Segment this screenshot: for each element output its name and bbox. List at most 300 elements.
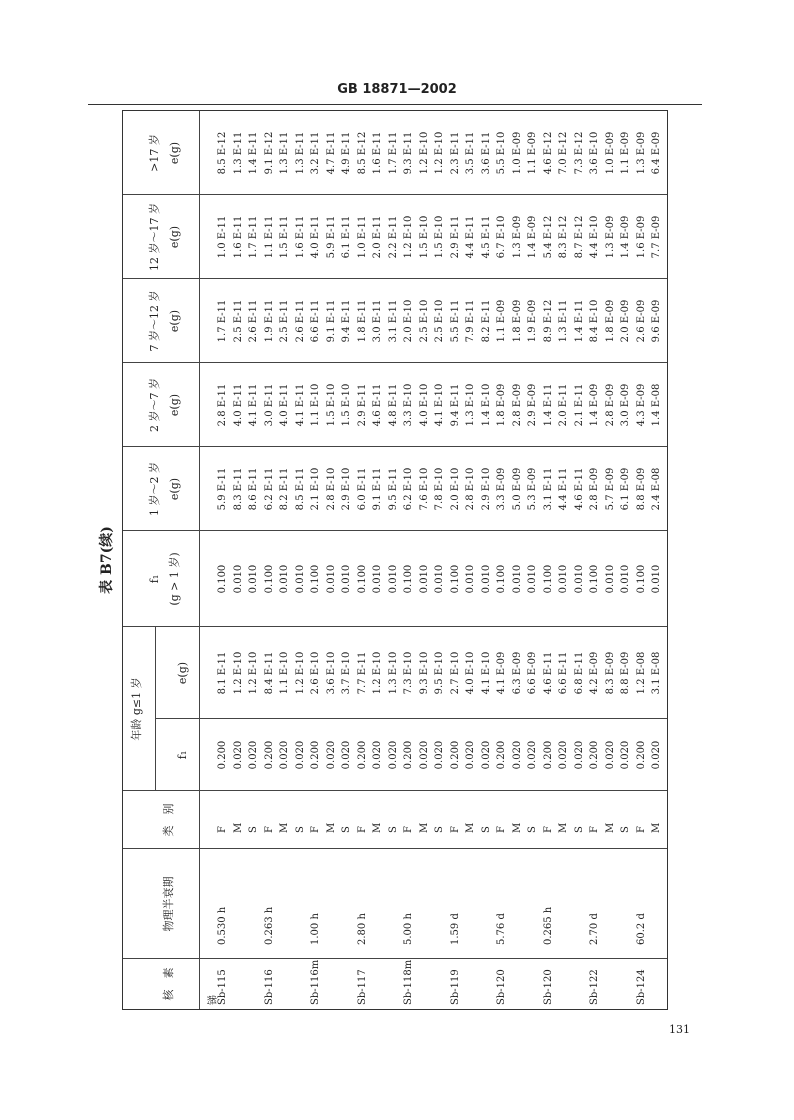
table-row — [494, 111, 510, 1009]
cell-f1: 0.020 — [558, 740, 569, 770]
cell-e-1-2: 3.1 E-11 — [542, 467, 554, 511]
header-age-gt17: >17 岁 — [148, 134, 161, 172]
cell-f1: 0.200 — [263, 740, 275, 770]
cell-e-7-12: 2.0 E-09 — [620, 299, 631, 343]
cell-e-gt17: 3.6 E-10 — [589, 131, 600, 175]
cell-half-life: 1.00 h — [310, 913, 321, 945]
cell-e-infant: 7.7 E-11 — [356, 651, 368, 695]
table-row — [339, 111, 355, 1009]
cell-half-life: 60.2 d — [635, 913, 647, 945]
cell-half-life: 0.530 h — [217, 906, 228, 945]
cell-e-infant: 1.3 E-10 — [387, 651, 399, 695]
cell-class: S — [480, 826, 492, 833]
cell-e-infant: 1.2 E-10 — [294, 651, 306, 695]
header-f1-gt1-sub: (g > 1 岁) — [168, 552, 181, 606]
cell-e-12-17: 1.1 E-11 — [263, 215, 275, 259]
table-row — [308, 111, 324, 1009]
cell-e-1-2: 9.1 E-11 — [372, 467, 383, 511]
cell-e-1-2: 2.0 E-10 — [449, 467, 461, 511]
cell-e-1-2: 2.8 E-10 — [325, 467, 337, 511]
cell-f1-gt1: 0.010 — [558, 564, 569, 594]
cell-e-infant: 3.7 E-10 — [341, 651, 352, 695]
cell-f1-gt1: 0.100 — [263, 564, 275, 594]
table-row — [448, 111, 464, 1009]
cell-nuclide: Sb-119 — [449, 969, 461, 1005]
cell-e-infant: 6.8 E-11 — [573, 651, 585, 695]
cell-f1-gt1: 0.100 — [496, 564, 507, 594]
cell-e-infant: 7.3 E-10 — [403, 651, 414, 695]
cell-e-gt17: 3.2 E-11 — [310, 131, 321, 175]
cell-f1-gt1: 0.100 — [635, 564, 647, 594]
table-row — [277, 111, 293, 1009]
cell-class: M — [279, 822, 290, 833]
cell-e-infant: 6.3 E-09 — [511, 651, 523, 695]
cell-f1: 0.020 — [372, 740, 383, 770]
table-row — [324, 111, 340, 1009]
cell-half-life: 5.76 d — [496, 913, 507, 945]
cell-e-12-17: 1.0 E-11 — [356, 215, 368, 259]
cell-f1: 0.200 — [542, 740, 554, 770]
cell-e-7-12: 3.0 E-11 — [372, 299, 383, 343]
cell-class: M — [604, 822, 616, 833]
cell-class: M — [325, 822, 337, 833]
cell-f1: 0.020 — [387, 740, 399, 770]
cell-e-7-12: 9.4 E-11 — [341, 299, 352, 343]
header-e-g-gt17: e(g) — [168, 141, 181, 165]
cell-e-gt17: 3.5 E-11 — [465, 131, 476, 175]
cell-f1-gt1: 0.010 — [418, 564, 430, 594]
cell-e-2-7: 3.3 E-10 — [403, 383, 414, 427]
table-row — [386, 111, 402, 1009]
header-e-g-infant: e(g) — [176, 661, 189, 685]
cell-e-infant: 6.6 E-09 — [527, 651, 538, 695]
cell-e-7-12: 8.4 E-10 — [589, 299, 600, 343]
cell-e-1-2: 8.6 E-11 — [248, 467, 259, 511]
cell-nuclide: Sb-117 — [356, 969, 368, 1005]
cell-e-gt17: 8.5 E-12 — [217, 131, 228, 175]
table-row — [634, 111, 650, 1009]
cell-e-2-7: 2.8 E-09 — [604, 383, 616, 427]
cell-e-7-12: 1.8 E-11 — [356, 299, 368, 343]
cell-class: S — [620, 826, 631, 833]
cell-f1: 0.020 — [527, 740, 538, 770]
cell-f1-gt1: 0.010 — [511, 564, 523, 594]
cell-e-2-7: 1.5 E-10 — [325, 383, 337, 427]
cell-f1-gt1: 0.010 — [294, 564, 306, 594]
header-age-7-12: 7 岁～12 岁 — [148, 290, 161, 352]
table-row — [479, 111, 495, 1009]
cell-e-infant: 9.5 E-10 — [434, 651, 445, 695]
cell-f1: 0.200 — [449, 740, 461, 770]
page-number: 131 — [669, 1023, 690, 1036]
cell-e-gt17: 1.7 E-11 — [387, 131, 399, 175]
cell-e-infant: 4.1 E-09 — [496, 651, 507, 695]
cell-class: M — [651, 822, 662, 833]
cell-e-1-2: 2.9 E-10 — [480, 467, 492, 511]
cell-e-1-2: 6.2 E-11 — [263, 467, 275, 511]
cell-e-12-17: 6.7 E-10 — [496, 215, 507, 259]
cell-e-7-12: 6.6 E-11 — [310, 299, 321, 343]
cell-e-2-7: 2.1 E-11 — [573, 383, 585, 427]
table-row — [525, 111, 541, 1009]
cell-e-1-2: 2.1 E-10 — [310, 467, 321, 511]
cell-e-2-7: 4.1 E-11 — [294, 383, 306, 427]
cell-class: F — [589, 826, 600, 833]
cell-e-1-2: 6.2 E-10 — [403, 467, 414, 511]
cell-e-12-17: 7.7 E-09 — [651, 215, 662, 259]
header-rule — [88, 104, 702, 105]
cell-e-infant: 1.1 E-10 — [279, 651, 290, 695]
cell-e-infant: 4.6 E-11 — [542, 651, 554, 695]
cell-class: M — [232, 822, 244, 833]
header-e-g-2-7: e(g) — [168, 393, 181, 417]
table-row — [463, 111, 479, 1009]
cell-f1-gt1: 0.010 — [341, 564, 352, 594]
cell-e-infant: 4.0 E-10 — [465, 651, 476, 695]
cell-e-1-2: 7.8 E-10 — [434, 467, 445, 511]
cell-e-gt17: 1.6 E-11 — [372, 131, 383, 175]
table-row — [618, 111, 634, 1009]
cell-e-gt17: 8.5 E-12 — [356, 131, 368, 175]
table-row — [556, 111, 572, 1009]
table-row — [246, 111, 262, 1009]
header-e-g-7-12: e(g) — [168, 309, 181, 333]
cell-e-gt17: 1.3 E-11 — [232, 131, 244, 175]
cell-e-infant: 4.2 E-09 — [589, 651, 600, 695]
cell-nuclide: Sb-116 — [263, 969, 275, 1005]
cell-f1: 0.200 — [310, 740, 321, 770]
cell-nuclide: Sb-116m — [310, 959, 321, 1005]
cell-class: S — [527, 826, 538, 833]
cell-e-7-12: 8.2 E-11 — [480, 299, 492, 343]
cell-e-7-12: 2.6 E-11 — [294, 299, 306, 343]
table-row — [231, 111, 247, 1009]
cell-f1: 0.020 — [279, 740, 290, 770]
cell-e-1-2: 2.8 E-10 — [465, 467, 476, 511]
cell-e-1-2: 8.8 E-09 — [635, 467, 647, 511]
cell-f1-gt1: 0.010 — [573, 564, 585, 594]
cell-f1: 0.020 — [248, 740, 259, 770]
cell-e-gt17: 1.1 E-09 — [620, 131, 631, 175]
cell-e-infant: 8.4 E-11 — [263, 651, 275, 695]
cell-e-12-17: 4.4 E-10 — [589, 215, 600, 259]
cell-f1-gt1: 0.100 — [589, 564, 600, 594]
cell-e-2-7: 2.8 E-09 — [511, 383, 523, 427]
cell-e-12-17: 1.3 E-09 — [604, 215, 616, 259]
header-nuclide: 核 素 — [162, 967, 175, 1001]
cell-e-1-2: 2.4 E-08 — [651, 467, 662, 511]
cell-e-2-7: 2.9 E-09 — [527, 383, 538, 427]
cell-e-gt17: 5.5 E-10 — [496, 131, 507, 175]
cell-e-gt17: 1.1 E-09 — [527, 131, 538, 175]
cell-e-2-7: 3.0 E-09 — [620, 383, 631, 427]
cell-e-2-7: 4.6 E-11 — [372, 383, 383, 427]
cell-class: F — [403, 826, 414, 833]
element-label: 锑 — [208, 995, 219, 1005]
table-row — [587, 111, 603, 1009]
cell-e-infant: 2.7 E-10 — [449, 651, 461, 695]
cell-f1: 0.020 — [232, 740, 244, 770]
cell-nuclide: Sb-120 — [496, 969, 507, 1005]
cell-e-7-12: 1.4 E-11 — [573, 299, 585, 343]
cell-class: M — [558, 822, 569, 833]
cell-e-7-12: 7.9 E-11 — [465, 299, 476, 343]
cell-e-gt17: 7.0 E-12 — [558, 131, 569, 175]
cell-e-2-7: 4.0 E-11 — [232, 383, 244, 427]
cell-f1-gt1: 0.010 — [372, 564, 383, 594]
cell-f1-gt1: 0.010 — [651, 564, 662, 594]
standard-header: GB 18871—2002 — [337, 82, 457, 97]
cell-e-12-17: 1.5 E-10 — [434, 215, 445, 259]
cell-e-7-12: 2.5 E-11 — [232, 299, 244, 343]
cell-e-gt17: 9.3 E-11 — [403, 131, 414, 175]
cell-e-1-2: 5.7 E-09 — [604, 467, 616, 511]
cell-class: S — [434, 826, 445, 833]
table-row — [432, 111, 448, 1009]
cell-class: S — [387, 826, 399, 833]
cell-e-7-12: 1.9 E-11 — [263, 299, 275, 343]
cell-f1: 0.020 — [511, 740, 523, 770]
cell-half-life: 5.00 h — [403, 913, 414, 945]
header-f1-gt1: f₁ — [148, 574, 161, 584]
cell-e-infant: 9.3 E-10 — [418, 651, 430, 695]
cell-e-12-17: 1.4 E-09 — [527, 215, 538, 259]
cell-e-12-17: 1.0 E-11 — [217, 215, 228, 259]
cell-f1: 0.200 — [589, 740, 600, 770]
header-age-12-17: 12 岁～17 岁 — [148, 203, 161, 271]
cell-e-12-17: 5.4 E-12 — [542, 215, 554, 259]
cell-e-1-2: 6.0 E-11 — [356, 467, 368, 511]
cell-f1-gt1: 0.010 — [434, 564, 445, 594]
cell-nuclide: Sb-124 — [635, 969, 647, 1005]
cell-f1: 0.020 — [573, 740, 585, 770]
cell-class: S — [248, 826, 259, 833]
cell-e-gt17: 4.7 E-11 — [325, 131, 337, 175]
cell-e-7-12: 8.9 E-12 — [542, 299, 554, 343]
cell-half-life: 2.70 d — [589, 913, 600, 945]
cell-e-12-17: 1.6 E-11 — [232, 215, 244, 259]
cell-f1-gt1: 0.010 — [620, 564, 631, 594]
table-row — [572, 111, 588, 1009]
cell-e-2-7: 4.3 E-09 — [635, 383, 647, 427]
cell-e-12-17: 1.2 E-10 — [403, 215, 414, 259]
cell-e-gt17: 3.6 E-11 — [480, 131, 492, 175]
cell-f1: 0.200 — [403, 740, 414, 770]
cell-e-gt17: 1.2 E-10 — [418, 131, 430, 175]
cell-e-12-17: 1.3 E-09 — [511, 215, 523, 259]
header-e-g-1-2: e(g) — [168, 477, 181, 501]
cell-e-7-12: 2.0 E-10 — [403, 299, 414, 343]
cell-e-2-7: 1.4 E-11 — [542, 383, 554, 427]
cell-e-1-2: 4.4 E-11 — [558, 467, 569, 511]
table-row — [293, 111, 309, 1009]
cell-e-7-12: 2.5 E-11 — [279, 299, 290, 343]
cell-half-life: 1.59 d — [449, 913, 461, 945]
table-row — [355, 111, 371, 1009]
cell-class: F — [542, 826, 554, 833]
cell-class: M — [465, 822, 476, 833]
table-row — [541, 111, 557, 1009]
header-e-g-12-17: e(g) — [168, 225, 181, 249]
cell-e-7-12: 1.8 E-09 — [511, 299, 523, 343]
cell-e-1-2: 2.9 E-10 — [341, 467, 352, 511]
cell-e-gt17: 1.0 E-09 — [604, 131, 616, 175]
cell-e-gt17: 6.4 E-09 — [651, 131, 662, 175]
cell-e-infant: 1.2 E-10 — [372, 651, 383, 695]
cell-f1: 0.020 — [465, 740, 476, 770]
cell-e-gt17: 1.2 E-10 — [434, 131, 445, 175]
cell-f1-gt1: 0.100 — [356, 564, 368, 594]
cell-e-12-17: 6.1 E-11 — [341, 215, 352, 259]
cell-e-2-7: 2.8 E-11 — [217, 383, 228, 427]
cell-f1-gt1: 0.010 — [465, 564, 476, 594]
table-row — [649, 111, 665, 1009]
cell-f1: 0.020 — [651, 740, 662, 770]
cell-f1: 0.020 — [325, 740, 337, 770]
cell-e-1-2: 4.6 E-11 — [573, 467, 585, 511]
table-row — [417, 111, 433, 1009]
cell-e-7-12: 1.8 E-09 — [604, 299, 616, 343]
cell-e-gt17: 2.3 E-11 — [449, 131, 461, 175]
table-caption: 表 B7(续) — [99, 526, 115, 594]
cell-e-2-7: 2.9 E-11 — [356, 383, 368, 427]
table-row — [510, 111, 526, 1009]
table-row — [262, 111, 278, 1009]
cell-e-infant: 8.1 E-11 — [217, 651, 228, 695]
cell-e-7-12: 2.5 E-10 — [418, 299, 430, 343]
cell-e-12-17: 4.0 E-11 — [310, 215, 321, 259]
cell-e-7-12: 2.6 E-09 — [635, 299, 647, 343]
cell-f1-gt1: 0.100 — [403, 564, 414, 594]
cell-e-2-7: 1.3 E-10 — [465, 383, 476, 427]
cell-e-infant: 1.2 E-10 — [248, 651, 259, 695]
cell-e-12-17: 1.6 E-11 — [294, 215, 306, 259]
cell-e-infant: 4.1 E-10 — [480, 651, 492, 695]
cell-class: F — [217, 826, 228, 833]
cell-e-2-7: 1.4 E-08 — [651, 383, 662, 427]
cell-f1: 0.020 — [604, 740, 616, 770]
cell-e-2-7: 4.1 E-11 — [248, 383, 259, 427]
cell-f1: 0.020 — [294, 740, 306, 770]
cell-e-1-2: 6.1 E-09 — [620, 467, 631, 511]
cell-e-12-17: 1.5 E-11 — [279, 215, 290, 259]
cell-class: F — [635, 826, 647, 833]
cell-e-1-2: 9.5 E-11 — [387, 467, 399, 511]
grid-hline — [199, 111, 200, 1009]
cell-e-gt17: 1.0 E-09 — [511, 131, 523, 175]
cell-e-2-7: 4.1 E-10 — [434, 383, 445, 427]
cell-f1-gt1: 0.010 — [387, 564, 399, 594]
cell-class: F — [310, 826, 321, 833]
cell-e-2-7: 4.8 E-11 — [387, 383, 399, 427]
cell-f1: 0.020 — [341, 740, 352, 770]
header-age-1-2: 1 岁～2 岁 — [148, 462, 161, 516]
cell-nuclide: Sb-122 — [589, 969, 600, 1005]
dose-coefficient-table — [122, 110, 668, 1010]
cell-f1-gt1: 0.010 — [325, 564, 337, 594]
cell-f1: 0.200 — [356, 740, 368, 770]
cell-e-7-12: 1.7 E-11 — [217, 299, 228, 343]
cell-e-infant: 3.6 E-10 — [325, 651, 337, 695]
cell-class: S — [573, 826, 585, 833]
cell-e-gt17: 4.6 E-12 — [542, 131, 554, 175]
cell-f1-gt1: 0.010 — [232, 564, 244, 594]
cell-class: M — [511, 822, 523, 833]
header-f1: f₁ — [176, 750, 189, 760]
header-half-life: 物理半衰期 — [162, 876, 175, 932]
cell-e-2-7: 1.8 E-09 — [496, 383, 507, 427]
cell-e-7-12: 9.1 E-11 — [325, 299, 337, 343]
cell-e-1-2: 8.2 E-11 — [279, 467, 290, 511]
cell-f1: 0.200 — [635, 740, 647, 770]
cell-f1: 0.020 — [434, 740, 445, 770]
cell-e-12-17: 5.9 E-11 — [325, 215, 337, 259]
header-age-2-7: 2 岁～7 岁 — [148, 378, 161, 432]
cell-f1-gt1: 0.100 — [217, 564, 228, 594]
cell-e-1-2: 5.0 E-09 — [511, 467, 523, 511]
cell-f1: 0.200 — [496, 740, 507, 770]
cell-class: S — [294, 826, 306, 833]
cell-class: F — [449, 826, 461, 833]
rotated-table-area — [88, 110, 668, 1010]
cell-f1-gt1: 0.100 — [449, 564, 461, 594]
table-row — [401, 111, 417, 1009]
cell-f1-gt1: 0.010 — [604, 564, 616, 594]
cell-e-12-17: 8.7 E-12 — [573, 215, 585, 259]
cell-e-1-2: 3.3 E-09 — [496, 467, 507, 511]
cell-e-2-7: 4.0 E-11 — [279, 383, 290, 427]
cell-nuclide: Sb-115 — [217, 969, 228, 1005]
cell-f1-gt1: 0.010 — [248, 564, 259, 594]
cell-f1-gt1: 0.010 — [279, 564, 290, 594]
cell-e-infant: 2.6 E-10 — [310, 651, 321, 695]
cell-e-1-2: 2.8 E-09 — [589, 467, 600, 511]
cell-e-infant: 6.6 E-11 — [558, 651, 569, 695]
cell-class: S — [341, 826, 352, 833]
cell-half-life: 2.80 h — [356, 913, 368, 945]
cell-e-7-12: 2.5 E-10 — [434, 299, 445, 343]
cell-f1: 0.020 — [480, 740, 492, 770]
cell-f1: 0.020 — [620, 740, 631, 770]
cell-e-gt17: 1.3 E-09 — [635, 131, 647, 175]
cell-e-12-17: 2.2 E-11 — [387, 215, 399, 259]
cell-half-life: 0.265 h — [542, 906, 554, 945]
cell-e-12-17: 4.4 E-11 — [465, 215, 476, 259]
cell-e-gt17: 7.3 E-12 — [573, 131, 585, 175]
cell-e-gt17: 9.1 E-12 — [263, 131, 275, 175]
cell-e-12-17: 1.5 E-10 — [418, 215, 430, 259]
cell-class: M — [372, 822, 383, 833]
cell-e-1-2: 5.3 E-09 — [527, 467, 538, 511]
cell-e-7-12: 5.5 E-11 — [449, 299, 461, 343]
cell-class: F — [356, 826, 368, 833]
cell-f1-gt1: 0.100 — [310, 564, 321, 594]
cell-e-12-17: 4.5 E-11 — [480, 215, 492, 259]
cell-e-7-12: 1.9 E-09 — [527, 299, 538, 343]
header-class: 类 别 — [162, 803, 175, 837]
cell-e-12-17: 1.7 E-11 — [248, 215, 259, 259]
cell-class: F — [496, 826, 507, 833]
cell-e-7-12: 1.3 E-11 — [558, 299, 569, 343]
cell-f1-gt1: 0.010 — [480, 564, 492, 594]
cell-e-2-7: 1.5 E-10 — [341, 383, 352, 427]
cell-e-2-7: 2.0 E-11 — [558, 383, 569, 427]
cell-e-12-17: 2.0 E-11 — [372, 215, 383, 259]
cell-nuclide: Sb-120 — [542, 969, 554, 1005]
cell-e-infant: 8.3 E-09 — [604, 651, 616, 695]
cell-e-12-17: 1.4 E-09 — [620, 215, 631, 259]
cell-f1: 0.200 — [217, 740, 228, 770]
